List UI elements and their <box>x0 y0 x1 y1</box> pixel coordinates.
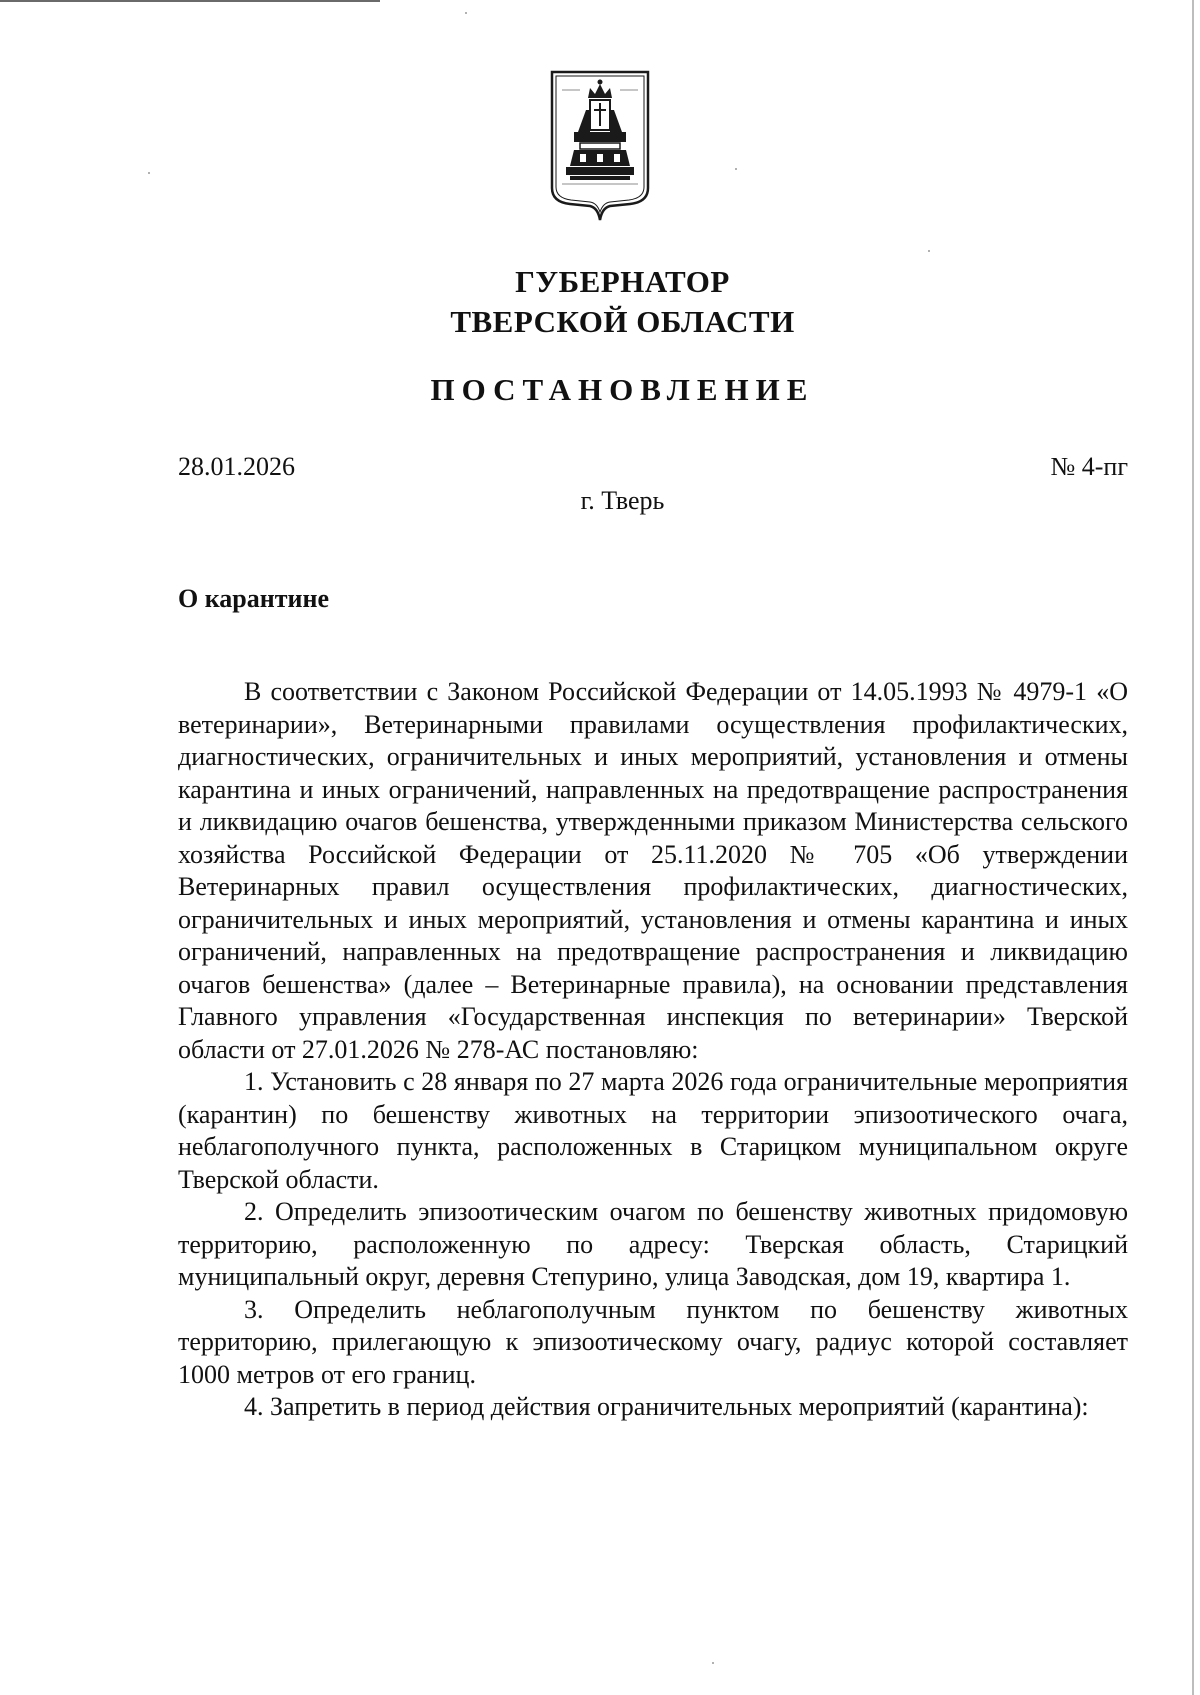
scan-speck <box>928 250 930 252</box>
issuer-title-line2: ТВЕРСКОЙ ОБЛАСТИ <box>450 304 795 339</box>
document-type-title: ПОСТАНОВЛЕНИЕ <box>430 372 815 407</box>
document-date: 28.01.2026 <box>178 452 295 481</box>
coat-of-arms-icon <box>550 70 650 225</box>
scan-speck <box>148 172 150 174</box>
clause-paragraph-1: 1. Установить с 28 января по 27 марта 2026 года ограничительные мероприятия (карантин) по бешенству животных на территории эпизоотического очага, неблагополучного пункта, расположенных в Старицком муниципальном округе Тверской области. <box>178 1067 1128 1194</box>
issuer-title <box>0 262 1200 342</box>
scan-edge-top <box>0 0 380 2</box>
preamble-paragraph: В соответствии с Законом Российской Федерации от 14.05.1993 № 4979-1 «О ветеринарии», Ветеринарными правилами осуществления профилактических, диагностических, ограничительных и иных мероприятий, установления и отмены карантина и иных ограничений, направленных на предотвращение распространения и ликвидацию очагов бешенства, утвержденными приказом Министерства сельского хозяйства Российской Федерации от 25.11.2020 № 705 «Об утверждении Ветеринарных правил осуществления профилактических, диагностических, ограничительных и иных мероприятий, установления и отмены карантина и иных ограничений, направленных на предотвращение распространения и ликвидацию очагов бешенства» (далее – Ветеринарные правила), на основании представления Главного управления «Государственная инспекция по ветеринарии» Тверской области от 27.01.2026 № 278-АС постановляю: <box>178 677 1128 1064</box>
scan-edge-right <box>1192 0 1194 1695</box>
clause-paragraph-2: 2. Определить эпизоотическим очагом по бешенству животных придомовую территорию, расположенную по адресу: Тверская область, Старицкий муниципальный округ, деревня Степурино, улица Заводская, дом 19, квартира 1. <box>178 1197 1128 1291</box>
document-number: № 4-пг <box>1050 452 1128 481</box>
clause-paragraph-3: 3. Определить неблагополучным пунктом по бешенству животных территорию, прилегающую к эпизоотическому очагу, радиус которой составляет 1000 метров от его границ. <box>178 1294 1128 1389</box>
scan-speck <box>735 168 737 170</box>
scan-speck <box>712 1662 714 1664</box>
scan-speck <box>465 12 467 14</box>
document-subject: О карантине <box>178 584 330 613</box>
document-body <box>178 676 1128 1424</box>
clause-paragraph-4: 4. Запретить в период действия ограничительных мероприятий (карантина): <box>244 1392 1089 1421</box>
issuer-title-line1: ГУБЕРНАТОР <box>515 264 730 299</box>
document-city: г. Тверь <box>580 486 665 515</box>
